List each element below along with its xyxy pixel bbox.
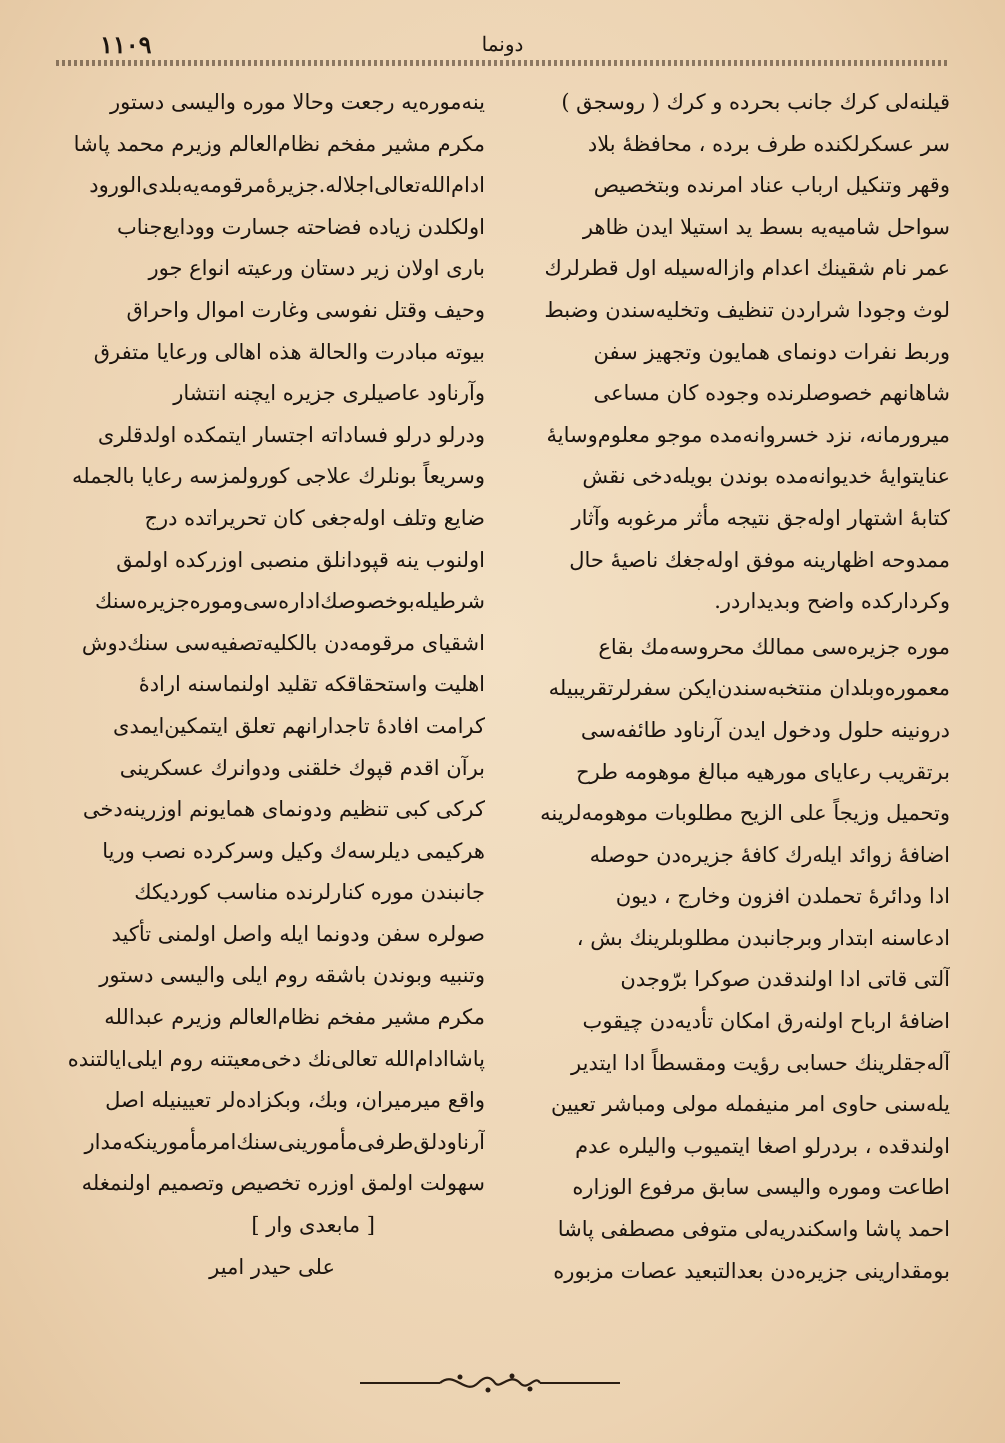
text-line: وسریعاً بونلرك علاجی کورولمزسه رعایا بالجمله xyxy=(72,464,485,489)
text-line: اهلیت واستحقاقکه تقلید اولنماسنه ارادهٔ xyxy=(138,672,485,697)
text-line: اولنوب ینه قپودانلق منصبی اوزرکده اولمق xyxy=(116,547,485,572)
page-number: ۱۱۰۹ xyxy=(100,30,152,59)
running-title: دونما xyxy=(481,32,524,56)
text-line: لوث وجودا شراردن تنظیف وتخلیه‌سندن وضبط xyxy=(544,297,950,322)
left-column xyxy=(55,82,485,1362)
text-line: وربط نفرات دونمای همایون وتجهیز سفن xyxy=(593,339,950,364)
text-line: وقهر وتنکیل ارباب عناد امرنده وبتخصیص xyxy=(593,173,950,198)
text-line: واقع میرمیران، وبك، وبکزاده‌لر تعیینیله اصل xyxy=(105,1088,485,1113)
text-line: باری اولان زیر دستان ورعیته انواع جور xyxy=(148,256,485,281)
text-line: کرکی کبی تنظیم ودونمای همایونم اوزرینه‌دخی xyxy=(82,797,485,822)
text-line: اضافهٔ ارباح اولنه‌رق امکان تأدیه‌دن چیقوب xyxy=(582,1009,950,1034)
text-line: کتابهٔ اشتهار اوله‌جق نتیجه مأثر مرغوبه وآثار xyxy=(571,505,950,530)
text-line: جانبندن موره کنارلرنده مناسب کوردیکك xyxy=(134,880,485,905)
text-line: یله‌سنی حاوی امر منیفمله مولی ومباشر تعیین xyxy=(550,1092,950,1117)
text-line: وآرناود عاصیلری جزیره ایچنه انتشار xyxy=(173,381,485,406)
text-line: ادام‌الله‌تعالی‌اجلاله.جزیرهٔ‌مرقومه‌یه‌بلدی‌الورود xyxy=(89,173,485,198)
text-line: وتحمیل وزیجاً علی الزیح مطلوبات موهومه‌لرینه xyxy=(540,801,950,826)
text-line: هرکیمی دیلرسه‌ك وکیل وسرکرده نصب وریا xyxy=(102,838,485,863)
text-line: میرورمانه، نزد خسروانه‌مده موجو معلوم‌وسایهٔ xyxy=(546,422,950,447)
text-line: وتنبیه وبوندن باشقه روم ایلی والیسی دستور xyxy=(99,963,485,988)
text-line: احمد پاشا واسکندریه‌لی متوفی مصطفی پاشا xyxy=(557,1217,950,1242)
text-line: شرطیله‌بوخصوصك‌اداره‌سی‌وموره‌جزیره‌سنك xyxy=(95,589,485,614)
text-line: سر عسکرلکنده طرف برده ، محافظهٔ بلاد xyxy=(587,131,950,156)
text-line: برآن اقدم قپوك خلقنی ودوانرك عسکرینی xyxy=(119,755,485,780)
text-line: عنایتوایهٔ خدیوانه‌مده بوندن بویله‌دخی نقش xyxy=(582,464,950,489)
text-line: برتقریب رعایای مورهیه مبالغ موهومه طرح xyxy=(576,759,950,784)
text-line: سهولت اولمق اوزره تخصیص وتصمیم اولنمغله xyxy=(81,1171,485,1196)
text-line: آله‌جقلرینك حسابی رؤیت ومقسطاً ادا ایتدیر xyxy=(571,1050,950,1075)
text-line: اولکلدن زیاده فضاحته جسارت وودایع‌جناب xyxy=(116,214,485,239)
text-line: وحیف وقتل نفوسی وغارت اموال واحراق xyxy=(126,297,485,322)
text-line: درونینه حلول ودخول ایدن آرناود طائفه‌سی xyxy=(580,717,950,742)
text-line: ضایع وتلف اوله‌جغی کان تحریراتده درج xyxy=(144,505,485,530)
text-line: مکرم مشیر مفخم نظام‌العالم وزیرم عبدالله xyxy=(104,1005,485,1030)
text-line: وکردارکده واضح وبدیداردر. xyxy=(714,589,950,614)
paragraph-start-line: موره جزیره‌سی ممالك محروسه‌مك بقاع xyxy=(598,634,950,659)
text-line: ادا ودائرهٔ تحملدن افزون وخارج ، دیون xyxy=(615,884,950,909)
right-column xyxy=(520,82,950,1362)
text-line: آرناودلق‌طرفی‌مأمورینی‌سنك‌امر‌مأمورینکه‌مدار xyxy=(84,1129,485,1154)
text-line: اشقیای مرقومه‌دن بالکلیه‌تصفیه‌سی سنك‌دوش xyxy=(81,630,485,655)
continued-note: [ مابعدی وار ] xyxy=(251,1213,375,1238)
text-line: آلتی قاتی ادا اولندقدن صوکرا برّوجدن xyxy=(620,967,950,992)
text-line: صولره سفن ودونما ایله واصل اولمنی تأکید xyxy=(111,921,485,946)
text-line: ممدوحه اظهارینه موفق اوله‌جغك ناصیهٔ حال xyxy=(569,547,950,572)
text-line: ودرلو درلو فساداته اجتسار ایتمکده اولدقلری xyxy=(97,422,485,447)
text-line: اضافهٔ زوائد ایله‌رك کافهٔ جزیره‌دن حوصله xyxy=(589,842,950,867)
text-line: ادعاسنه ابتدار وبرجانبدن مطلوبلرینك بش ، xyxy=(576,925,950,950)
text-line: پاشاادام‌الله تعالی‌نك دخی‌معیتنه روم ایلی‌ایالتنده xyxy=(67,1046,485,1071)
header-rule xyxy=(56,60,949,66)
text-line: عمر نام شقینك اعدام وازاله‌سیله اول قطرلرك xyxy=(544,256,950,281)
author-signature: علی حیدر امیر xyxy=(209,1254,335,1279)
text-line: ینه‌موره‌یه رجعت وحالا موره والیسی دستور xyxy=(110,90,485,114)
text-line: اولندقده ، بردرلو اصغا ایتمیوب والیلره عدم xyxy=(575,1133,950,1158)
text-line: قیلنه‌لی کرك جانب بحرده و کرك ( روسجق ) xyxy=(561,90,950,114)
page-header xyxy=(60,22,945,62)
text-line: معموره‌وبلدان منتخبه‌سندن‌ایکن سفرلرتقریبیله xyxy=(548,676,950,701)
text-line: بومقدارینی جزیره‌دن بعدالتبعید عصات مزبوره xyxy=(553,1258,950,1283)
text-line: شاهانهم خصوصلرنده وجوده کان مساعی xyxy=(593,381,950,406)
ornament-divider-icon xyxy=(360,1368,620,1398)
text-line: بیوته مبادرت والحالة هذه اهالی ورعایا متفرق xyxy=(93,339,485,364)
text-line: مکرم مشیر مفخم نظام‌العالم وزیرم محمد پاشا xyxy=(73,131,485,156)
text-line: سواحل شامیه‌یه بسط ید استیلا ایدن ظاهر xyxy=(582,214,950,239)
text-line: اطاعت وموره والیسی سابق مرفوع الوزاره xyxy=(572,1175,950,1200)
text-line: کرامت افادهٔ تاجدارانهم تعلق ایتمکین‌ایمدی xyxy=(113,713,485,738)
